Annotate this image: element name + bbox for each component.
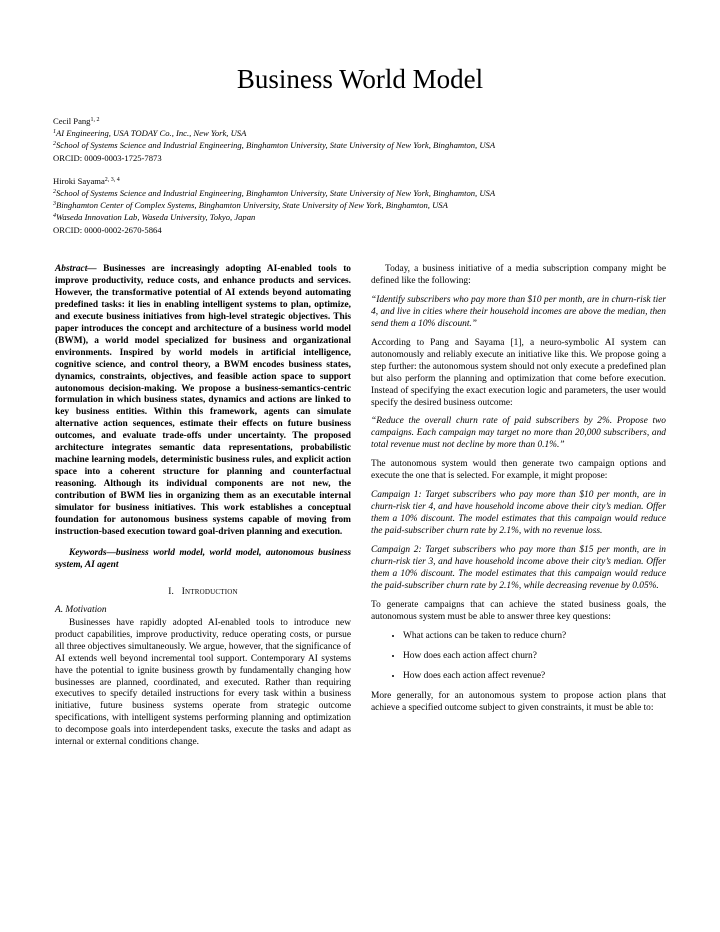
author-name-text: Cecil Pang bbox=[53, 116, 91, 126]
section-title: Introduction bbox=[181, 586, 238, 597]
orcid: ORCID: 0000-0002-2670-5864 bbox=[53, 224, 162, 235]
orcid: ORCID: 0009-0003-1725-7873 bbox=[53, 152, 162, 163]
abstract-label: Abstract— bbox=[55, 264, 97, 274]
list-item: • How does each action affect churn? bbox=[403, 651, 666, 663]
list-item: • How does each action affect revenue? bbox=[403, 671, 666, 683]
affiliation-text: School of Systems Science and Industrial Engineering, Binghamton University, State University of New York, Binghamton, USA bbox=[56, 140, 496, 151]
motivation-paragraph: Businesses have rapidly adopted AI-enabled tools to introduce new product capabilities, improve productivity, reduce operating costs, or pursue all three objectives simultaneously. We argue, however, that the significance of AI extends well beyond incremental tool support. Contemporary AI systems have the potential to ignite business growth by fundamentally changing how businesses are planned, coordinated, and executed. Rather than requiring executives to specify detailed instructions for every task within a business initiative, future business systems operate from strategic outcome specifications, with intelligent systems performing planning and optimization to decompose goals into interdependent tasks, execute the tasks and adapt as internal or external conditions change. bbox=[55, 617, 351, 748]
affiliation-text: Waseda Innovation Lab, Waseda University, Tokyo, Japan bbox=[56, 212, 256, 223]
right-column bbox=[371, 264, 666, 715]
affiliation-mark: 2 bbox=[53, 141, 56, 148]
paragraph: According to Pang and Sayama [1], a neuro-symbolic AI system can autonomously and reliably execute an initiative like this. We propose going a step further: the autonomous system should not only execute a predefined plan but also perform the planning and optimization that come before execution. Instead of specifying the exact execution logic and parameters, the user would specify the desired business outcome: bbox=[371, 337, 666, 408]
subsection-heading bbox=[55, 605, 351, 617]
affiliation bbox=[53, 199, 673, 211]
affiliation bbox=[53, 139, 673, 151]
affiliation-text: AI Engineering, USA TODAY Co., Inc., New York, USA bbox=[56, 128, 247, 139]
list-item: • What actions can be taken to reduce churn? bbox=[403, 631, 666, 643]
paragraph: More generally, for an autonomous system to propose action plans that achieve a specified outcome subject to given constraints, it must be able to: bbox=[371, 690, 666, 713]
affiliation bbox=[53, 187, 673, 199]
keywords-label: Keywords— bbox=[69, 547, 116, 558]
affiliation-mark: 3 bbox=[53, 201, 56, 208]
subsection-label: A. bbox=[55, 604, 64, 615]
author-name bbox=[53, 175, 673, 187]
subsection-title: Motivation bbox=[65, 604, 107, 615]
author-name bbox=[53, 115, 673, 127]
affiliation-marks: 1, 2 bbox=[90, 117, 100, 123]
paragraph: To generate campaigns that can achieve the stated business goals, the autonomous system must be able to answer three key questions: bbox=[371, 599, 666, 622]
affiliation-mark: 4 bbox=[53, 213, 56, 220]
abstract-text: Businesses are increasingly adopting AI-enabled tools to improve productivity, reduce costs, and enhance products and services. However, the transformative potential of AI extends beyond automating predefined tasks: it lies in enabling intelligent systems to plan, optimize, and execute business initiatives from high-level strategic objectives. This paper introduces the concept and architecture of a business world model (BWM), a world model specialized for business and organizational environments. Inspired by world models in artificial intelligence, cognitive science, and control theory, a BWM encodes business states, dynamics, constraints, objectives, and feasible action space to support autonomous decision-making. We propose a business-semantics-centric formulation in which business states, dynamics and actions are linked to key business entities. Within this framework, agents can simulate alternative action sequences, estimate their effects on future business outcomes, and evaluate trade-offs under uncertainty. The proposed architecture integrates semantic data representations, probabilistic machine learning models, deterministic business rules, and explicit action space into a coherent structure for planning and counterfactual reasoning. Although its individual components are not new, the contribution of BWM lies in organizing them as an executable internal simulator for business initiatives. This work establishes a conceptual foundation for autonomous business systems capable of moving from instruction-based execution toward goal-driven planning and execution. bbox=[55, 264, 351, 537]
author-block-sayama bbox=[53, 175, 673, 236]
author-block-pang bbox=[53, 115, 673, 164]
author-list bbox=[53, 115, 673, 247]
affiliation-mark: 2 bbox=[53, 189, 56, 196]
campaign-1: Campaign 1: Target subscribers who pay more than $10 per month, are in churn-risk tier 4, and have household income above their city’s median. Offer them a 10% discount. The model estimates that this campaign would reduce the paid-subscriber churn rate by 2.1%, with no revenue loss. bbox=[371, 490, 666, 537]
section-number: I. bbox=[168, 586, 175, 597]
affiliation-text: School of Systems Science and Industrial Engineering, Binghamton University, State University of New York, Binghamton, USA bbox=[56, 188, 496, 199]
left-column bbox=[55, 264, 351, 749]
author-name-text: Hiroki Sayama bbox=[53, 175, 105, 186]
section-heading bbox=[55, 587, 351, 599]
affiliation-text: Binghamton Center of Complex Systems, Binghamton University, State University of New York, Binghamton, USA bbox=[56, 200, 448, 211]
affiliation bbox=[53, 211, 673, 223]
abstract bbox=[55, 264, 351, 539]
affiliation-marks: 2, 3, 4 bbox=[104, 176, 120, 183]
initiative-quote: “Identify subscribers who pay more than $10 per month, are in churn-risk tier 4, and live in cities where their household incomes are above the median, then send them a 10% discount.” bbox=[371, 294, 666, 329]
campaign-2: Campaign 2: Target subscribers who pay more than $15 per month, are in churn-risk tier 3, and have household income above their city’s median. Offer them a 10% discount. The model estimates that this campaign would reduce the paid-subscriber churn rate by 2.1%, while decreasing revenue by 0.05%. bbox=[371, 545, 666, 591]
question-list bbox=[371, 631, 666, 683]
paper-title: Business World Model bbox=[236, 64, 484, 94]
paragraph: Today, a business initiative of a media subscription company might be defined like the following: bbox=[371, 264, 666, 286]
affiliation-mark: 1 bbox=[53, 129, 56, 136]
outcome-quote: “Reduce the overall churn rate of paid subscribers by 2%. Propose two campaigns. Each campaign may target no more than 20,000 subscribers, and total revenue must not decline by more than 0.1%.” bbox=[371, 416, 666, 451]
keywords-text: business world model, world model, autonomous business system, AI agent bbox=[55, 547, 351, 570]
affiliation bbox=[53, 127, 673, 139]
paragraph: The autonomous system would then generate two campaign options and execute the one that is selected. For example, it might propose: bbox=[371, 459, 666, 482]
keywords bbox=[55, 548, 351, 572]
